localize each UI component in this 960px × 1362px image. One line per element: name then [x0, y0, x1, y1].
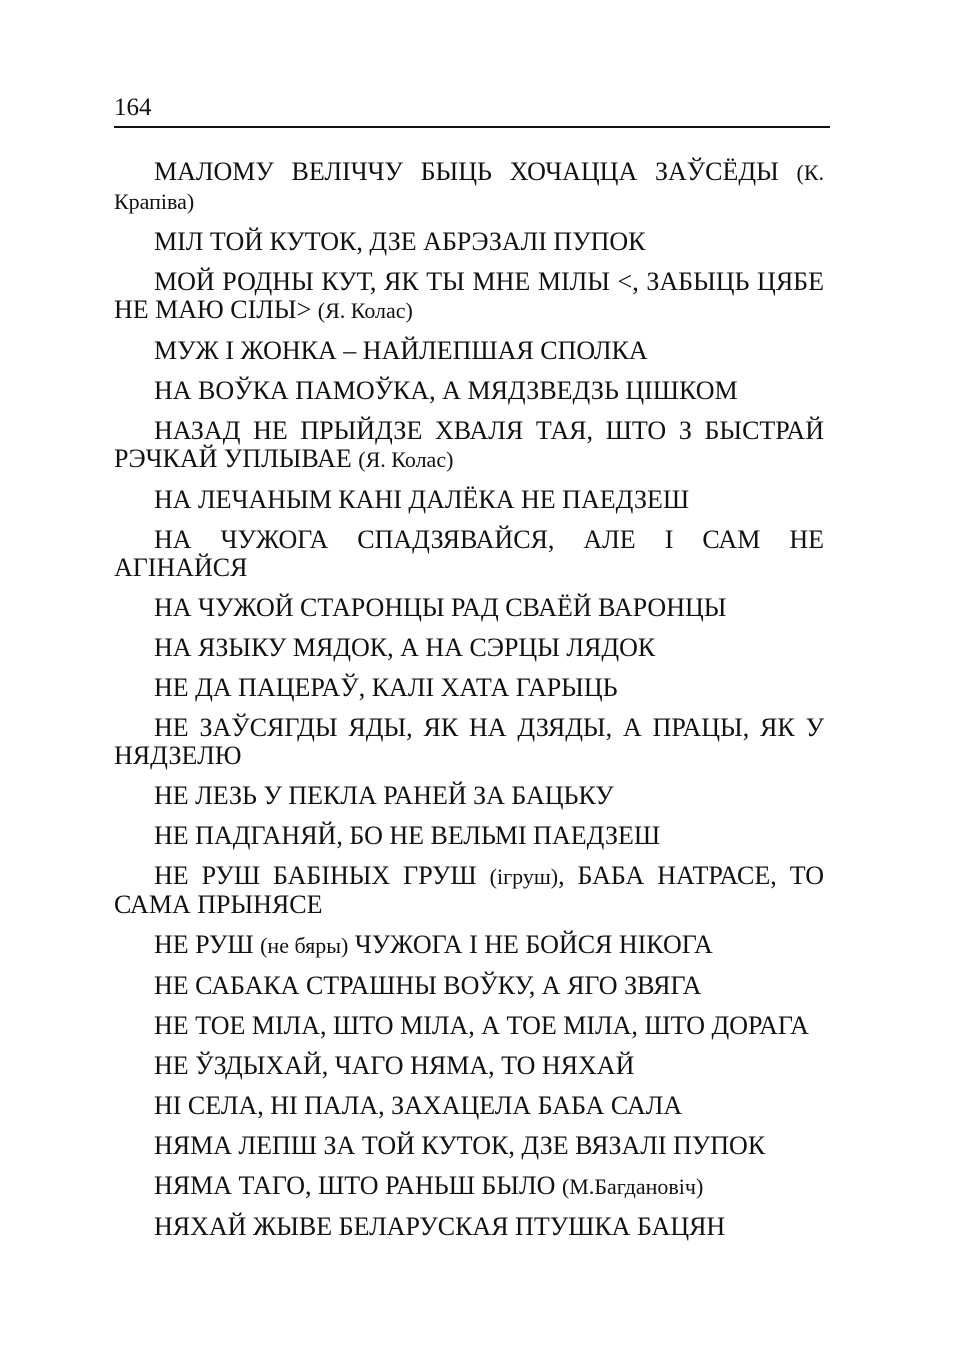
proverb-entry	[114, 268, 824, 325]
proverb-list	[114, 158, 824, 1253]
proverb-text: НА ЧУЖОЙ СТАРОНЦЫ РАД СВАЁЙ ВАРОНЦЫ	[154, 593, 727, 622]
proverb-gloss: (не бяры)	[260, 933, 349, 958]
proverb-entry	[114, 822, 824, 850]
proverb-text: НАЗАД НЕ ПРЫЙДЗЕ ХВАЛЯ ТАЯ, ШТО З БЫСТРАЙ РЭЧКАЙ УПЛЫВАЕ	[114, 416, 824, 473]
proverb-text: НЕ ТОЕ МІЛА, ШТО МІЛА, А ТОЕ МІЛА, ШТО ДОРАГА	[154, 1011, 809, 1040]
proverb-text: НЕ РУШ	[154, 930, 254, 959]
proverb-entry	[114, 594, 824, 622]
proverb-text: МУЖ І ЖОНКА – НАЙЛЕПШАЯ СПОЛКА	[154, 336, 648, 365]
proverb-entry	[114, 1092, 824, 1120]
proverb-entry	[114, 782, 824, 810]
proverb-attribution: (М.Багдановіч)	[561, 1174, 704, 1199]
proverb-entry	[114, 931, 824, 960]
proverb-attribution: (К. Крапіва)	[114, 160, 825, 214]
proverb-entry	[114, 1213, 824, 1241]
proverb-entry	[114, 1172, 824, 1201]
page-number: 164	[114, 94, 152, 121]
proverb-entry	[114, 486, 824, 514]
proverb-entry	[114, 1052, 824, 1080]
proverb-text: НЯХАЙ ЖЫВЕ БЕЛАРУСКАЯ ПТУШКА БАЦЯН	[154, 1212, 726, 1241]
proverb-entry	[114, 526, 824, 582]
proverb-entry	[114, 228, 824, 256]
proverb-text: НЯМА ЛЕПШ ЗА ТОЙ КУТОК, ДЗЕ ВЯЗАЛІ ПУПОК	[154, 1131, 766, 1160]
proverb-entry	[114, 337, 824, 365]
proverb-entry	[114, 158, 824, 216]
proverb-text: НЕ РУШ БАБІНЫХ ГРУШ	[154, 861, 477, 890]
proverb-text: МАЛОМУ ВЕЛІЧЧУ БЫЦЬ ХОЧАЦЦА ЗАЎСЁДЫ	[154, 157, 779, 186]
proverb-text: МОЙ РОДНЫ КУТ, ЯК ТЫ МНЕ МІЛЫ <, ЗАБЫЦЬ ЦЯБЕ НЕ МАЮ СІЛЫ>	[114, 267, 824, 324]
proverb-entry	[114, 714, 824, 770]
proverb-text: НЕ ЛЕЗЬ У ПЕКЛА РАНЕЙ ЗА БАЦЬКУ	[154, 781, 614, 810]
header-rule	[114, 126, 830, 128]
proverb-text: НА ЯЗЫКУ МЯДОК, А НА СЭРЦЫ ЛЯДОК	[154, 633, 656, 662]
proverb-text: МІЛ ТОЙ КУТОК, ДЗЕ АБРЭЗАЛІ ПУПОК	[154, 227, 646, 256]
proverb-entry	[114, 862, 824, 919]
proverb-text: НІ СЕЛА, НІ ПАЛА, ЗАХАЦЕЛА БАБА САЛА	[154, 1091, 683, 1120]
proverb-entry	[114, 377, 824, 405]
proverb-attribution: (Я. Колас)	[317, 298, 413, 323]
proverb-gloss: (ігруш)	[489, 864, 559, 889]
proverb-text-continued: ЧУЖОГА І НЕ БОЙСЯ НІКОГА	[348, 930, 713, 959]
proverb-entry	[114, 1012, 824, 1040]
proverb-entry	[114, 634, 824, 662]
proverb-entry	[114, 972, 824, 1000]
proverb-text-continued: , БАБА НАТРАСЕ, ТО САМА ПРЫНЯСЕ	[114, 861, 825, 919]
proverb-entry	[114, 674, 824, 702]
proverb-text: НЕ ДА ПАЦЕРАЎ, КАЛІ ХАТА ГАРЫЦЬ	[154, 673, 618, 702]
proverb-text: НА ЧУЖОГА СПАДЗЯВАЙСЯ, АЛЕ І САМ НЕ АГІНАЙСЯ	[114, 525, 824, 582]
proverb-text: НА ЛЕЧАНЫМ КАНІ ДАЛЁКА НЕ ПАЕДЗЕШ	[154, 485, 690, 514]
proverb-text: НА ВОЎКА ПАМОЎКА, А МЯДЗВЕДЗЬ ЦІШКОМ	[154, 376, 738, 405]
proverb-text: НЕ ЗАЎСЯГДЫ ЯДЫ, ЯК НА ДЗЯДЫ, А ПРАЦЫ, ЯК У НЯДЗЕЛЮ	[114, 713, 824, 770]
proverb-text: НЯМА ТАГО, ШТО РАНЬШ БЫЛО	[154, 1171, 556, 1200]
proverb-text: НЕ САБАКА СТРАШНЫ ВОЎКУ, А ЯГО ЗВЯГА	[154, 971, 702, 1000]
proverb-entry	[114, 417, 824, 474]
proverb-text: НЕ ЎЗДЫХАЙ, ЧАГО НЯМА, ТО НЯХАЙ	[154, 1051, 635, 1080]
proverb-text: НЕ ПАДГАНЯЙ, БО НЕ ВЕЛЬМІ ПАЕДЗЕШ	[154, 821, 661, 850]
proverb-entry	[114, 1132, 824, 1160]
proverb-attribution: (Я. Колас)	[358, 447, 454, 472]
